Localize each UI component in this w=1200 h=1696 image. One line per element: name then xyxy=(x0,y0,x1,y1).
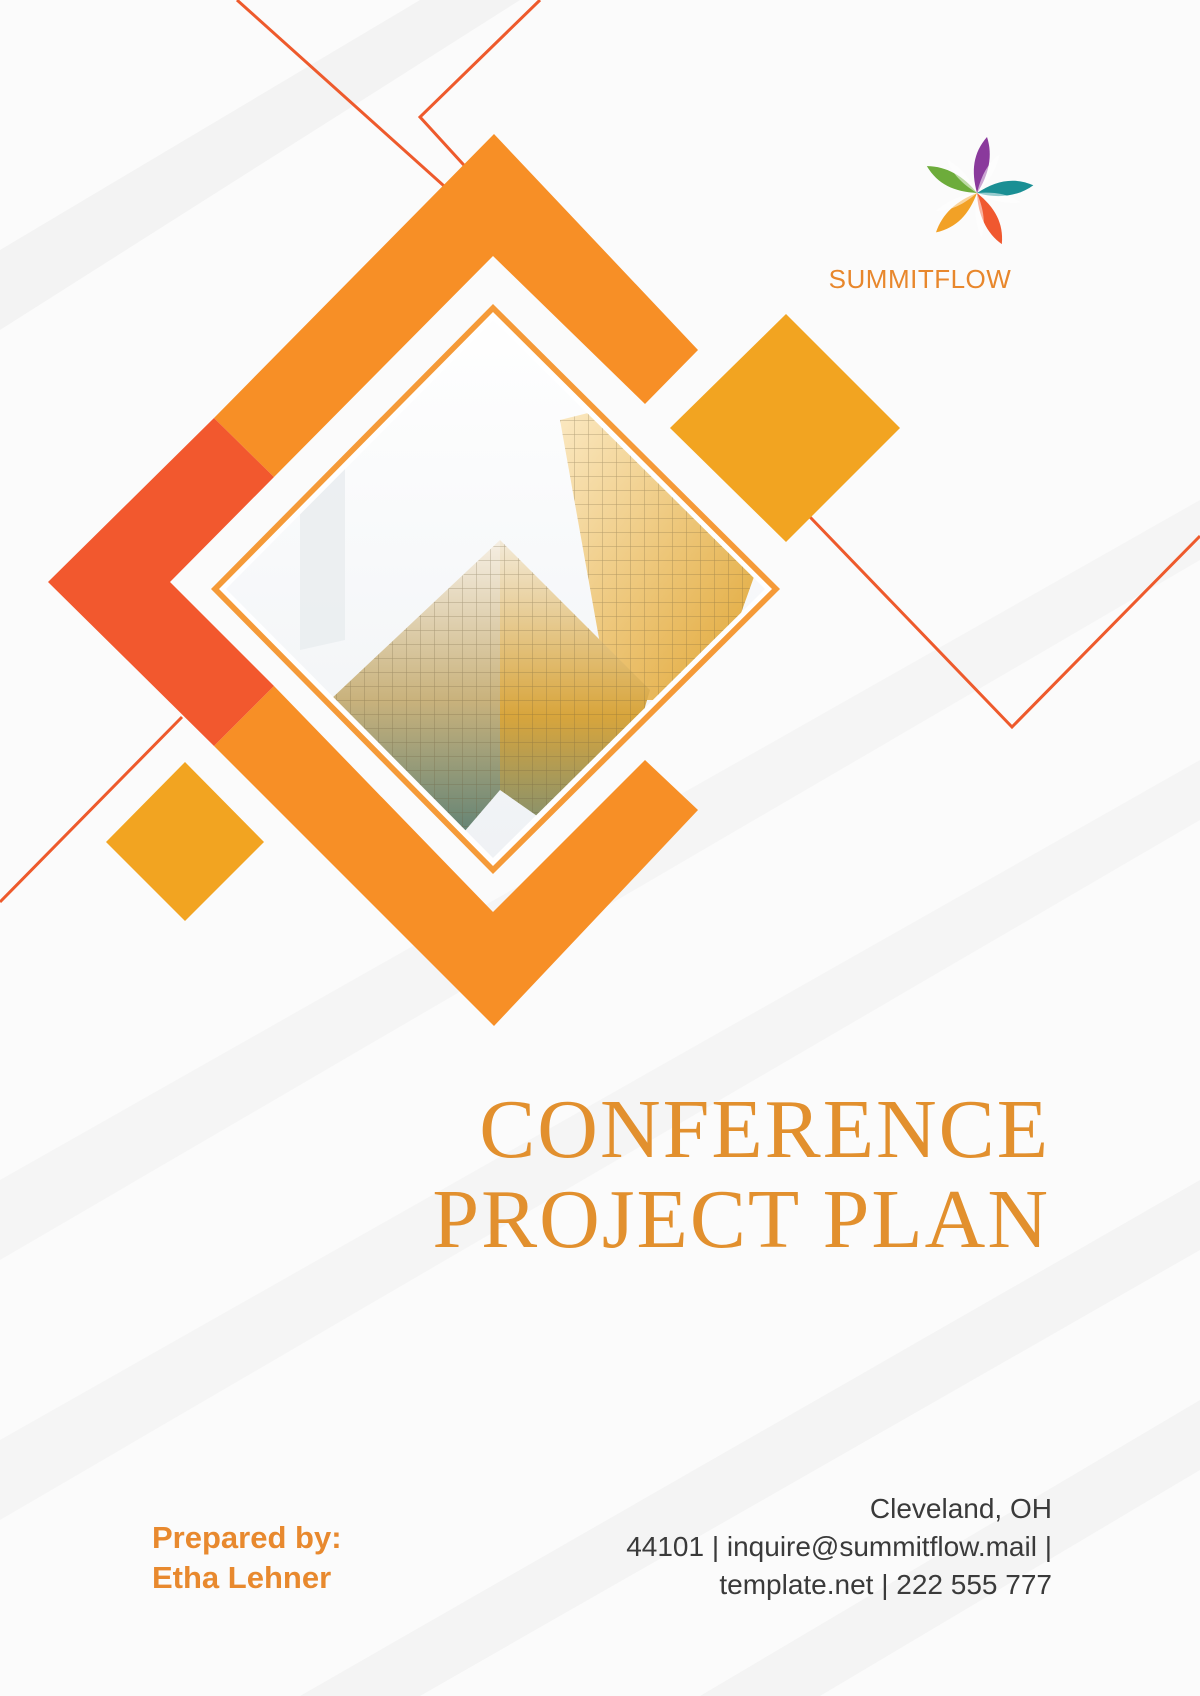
contact-line-1: Cleveland, OH xyxy=(869,1493,1052,1524)
prepared-by-block xyxy=(152,1518,342,1598)
prepared-by-label: Prepared by: xyxy=(152,1520,342,1555)
contact-line-3: template.net | 222 555 777 xyxy=(719,1569,1052,1600)
preparer-name: Etha Lehner xyxy=(152,1560,332,1595)
document-title xyxy=(432,1085,1050,1265)
contact-block xyxy=(626,1490,1052,1604)
title-line-1: CONFERENCE xyxy=(479,1083,1050,1176)
brand-name: SUMMITFLOW xyxy=(828,264,1012,294)
title-line-2: PROJECT PLAN xyxy=(432,1173,1050,1266)
flower-logo-icon xyxy=(923,137,1034,246)
amber-square-left xyxy=(106,762,264,921)
amber-square-right xyxy=(670,314,900,542)
contact-line-2: 44101 | inquire@summitflow.mail | xyxy=(626,1531,1052,1562)
